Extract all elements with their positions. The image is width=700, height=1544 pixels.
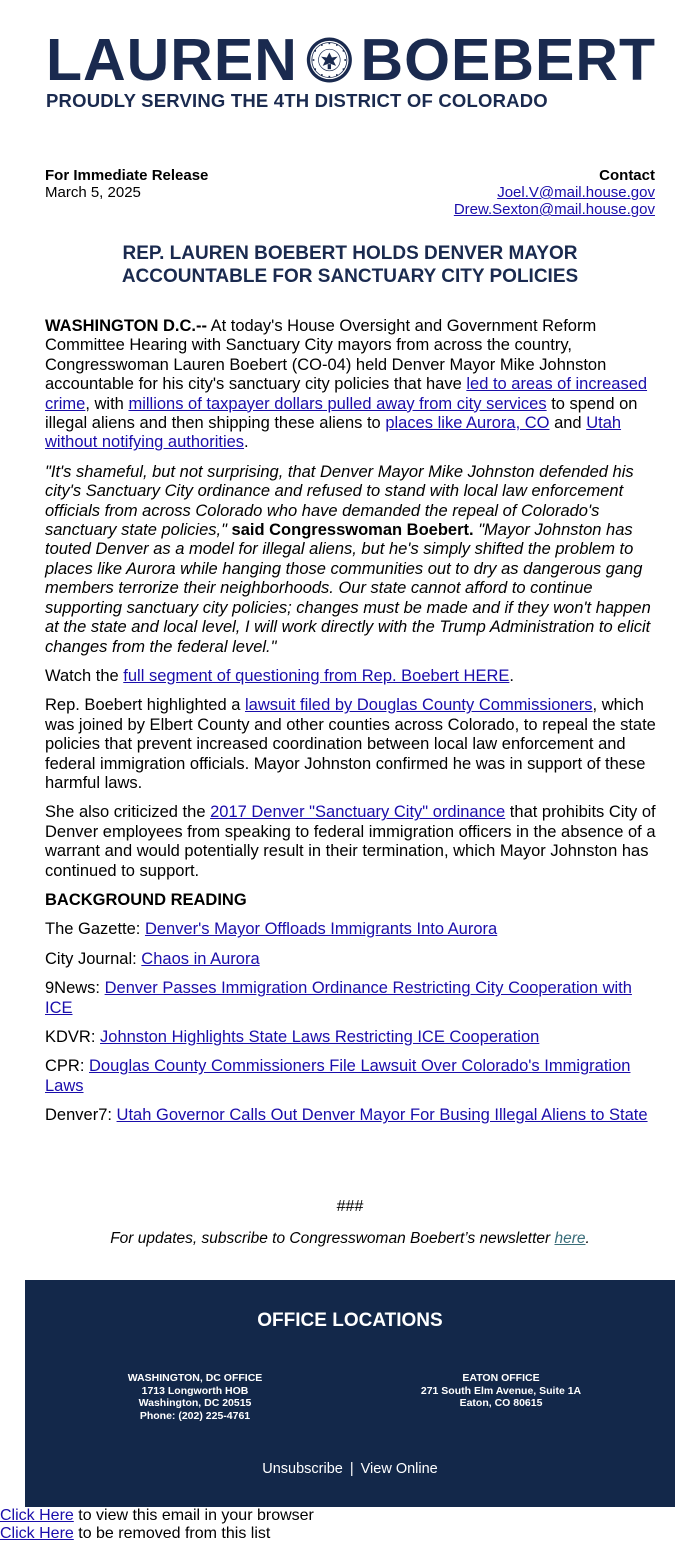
masthead xyxy=(46,27,656,120)
intro-text-5: . xyxy=(244,433,249,452)
dc-office-address-1: 1713 Longworth HOB xyxy=(141,1384,249,1397)
footer-panel xyxy=(25,1280,675,1507)
background-reading-heading: BACKGROUND READING xyxy=(45,890,247,909)
reference-item xyxy=(45,1028,657,1047)
end-mark: ### xyxy=(336,1198,364,1215)
subscribe-line xyxy=(0,1230,700,1248)
release-date: March 5, 2025 xyxy=(45,184,141,201)
reference-source: City Journal: xyxy=(45,949,142,968)
reference-source: The Gazette: xyxy=(45,920,145,939)
view-in-browser-link[interactable]: Click Here xyxy=(0,1507,74,1524)
reference-item xyxy=(45,1106,657,1125)
watch-paragraph xyxy=(45,667,657,686)
dc-office-name: WASHINGTON, DC OFFICE xyxy=(127,1372,263,1384)
title-line-1: REP. LAUREN BOEBERT HOLDS DENVER MAYOR xyxy=(122,243,578,264)
eaton-office-address-1: 271 South Elm Avenue, Suite 1A xyxy=(420,1384,582,1397)
link-2017-ordinance[interactable]: 2017 Denver "Sanctuary City" ordinance xyxy=(210,803,506,822)
quote-part-1: "It's shameful, but not surprising, that Denver Mayor Mike Johnston defended his city's Sanctuary City ordinance and refused to stand with local law enforcement officials from across Colorado who have demanded the repeal of Colorado's sanctuary state policies," xyxy=(45,462,634,540)
reference-link[interactable]: Denver Passes Immigration Ordinance Restricting City Cooperation with ICE xyxy=(45,979,632,1017)
view-in-browser-text: to view this email in your browser xyxy=(73,1507,314,1524)
subscribe-link[interactable]: here xyxy=(554,1230,586,1247)
link-aurora[interactable]: places like Aurora, CO xyxy=(385,414,550,433)
contact-email-drew[interactable]: Drew.Sexton@mail.house.gov xyxy=(453,201,655,218)
link-increased-crime[interactable]: led to areas of increased crime xyxy=(45,375,648,413)
lawsuit-text-1: Rep. Boebert highlighted a xyxy=(45,696,245,715)
link-full-segment[interactable]: full segment of questioning from Rep. Boebert HERE xyxy=(123,666,510,685)
lawsuit-text-2: , which was joined by Elbert County and other counties across Colorado, to repeal the state policies that prevent increased coordination between local law enforcement and federal immigration officials. Mayor Johnston confirmed he was in support of these harmful laws. xyxy=(45,696,656,792)
eaton-office-name: EATON OFFICE xyxy=(462,1372,540,1384)
subscribe-text: For updates, subscribe to Congresswoman Boebert’s newsletter xyxy=(110,1230,555,1247)
title-line-2: ACCOUNTABLE FOR SANCTUARY CITY POLICIES xyxy=(121,266,579,287)
footer-links xyxy=(25,1461,675,1477)
reference-item xyxy=(45,920,657,939)
reference-link[interactable]: Utah Governor Calls Out Denver Mayor For Busing Illegal Aliens to State xyxy=(116,1106,648,1125)
office-locations-heading: OFFICE LOCATIONS xyxy=(257,1310,443,1331)
remove-from-list-line xyxy=(0,1525,270,1543)
reference-source: KDVR: xyxy=(45,1028,101,1046)
boebert-quote xyxy=(45,463,657,657)
intro-text-4: and xyxy=(549,414,587,433)
masthead-name xyxy=(46,27,656,93)
masthead-last-name: BOEBERT xyxy=(360,27,656,93)
view-in-browser-line xyxy=(0,1507,314,1525)
lawsuit-paragraph xyxy=(45,696,657,793)
eaton-office-address-2: Eaton, CO 80615 xyxy=(459,1397,543,1409)
ordinance-text-2: that prohibits City of Denver employees from speaking to federal immigration officers in the absence of a warrant and would potentially result in their termination, which Mayor Johnston has continued to support. xyxy=(45,803,656,880)
intro-paragraph xyxy=(45,317,657,453)
quote-attribution: said Congresswoman Boebert. xyxy=(226,521,479,540)
reference-item xyxy=(45,950,657,969)
reference-source: Denver7: xyxy=(45,1106,117,1125)
link-taxpayer-dollars[interactable]: millions of taxpayer dollars pulled away from city services xyxy=(128,394,547,413)
reference-link[interactable]: Denver's Mayor Offloads Immigrants Into Aurora xyxy=(144,920,498,939)
ordinance-text-1: She also criticized the xyxy=(45,803,211,822)
link-douglas-lawsuit[interactable]: lawsuit filed by Douglas County Commissioners xyxy=(244,696,593,715)
dc-office xyxy=(85,1372,305,1422)
masthead-first-name: LAUREN xyxy=(46,27,298,93)
dc-office-phone: Phone: (202) 225-4761 xyxy=(139,1409,251,1422)
remove-from-list-text: to be removed from this list xyxy=(73,1525,271,1542)
press-release-title xyxy=(45,242,655,288)
link-utah[interactable]: Utah without notifying authorities xyxy=(45,414,622,452)
quote-part-2: "Mayor Johnston has touted Denver as a model for illegal aliens, but he's simply shifted the problem to places like Aurora while hanging those communities out to dry as dangerous gang members terrorize their neighborhoods. Our state cannot afford to continue supporting sanctuary city policies; changes must be made and if they won't happen at the state and local level, I will work directly with the Trump Administration to elicit changes from the federal level." xyxy=(45,521,651,656)
release-left xyxy=(45,167,208,201)
footer-link-separator: | xyxy=(349,1461,354,1477)
contact-label: Contact xyxy=(599,167,655,184)
article-body xyxy=(45,317,657,1136)
ordinance-paragraph xyxy=(45,803,657,881)
house-seal-icon xyxy=(306,32,353,88)
masthead-tagline: PROUDLY SERVING THE 4TH DISTRICT OF COLORADO xyxy=(46,90,548,111)
contact-email-joel[interactable]: Joel.V@mail.house.gov xyxy=(497,184,655,201)
reference-link[interactable]: Douglas County Commissioners File Lawsuit Over Colorado's Immigration Laws xyxy=(45,1057,631,1095)
reference-source: 9News: xyxy=(45,979,105,998)
contact-block xyxy=(454,167,655,218)
reference-item xyxy=(45,1057,657,1096)
reference-link[interactable]: Johnston Highlights State Laws Restricting ICE Cooperation xyxy=(100,1028,540,1046)
release-label: For Immediate Release xyxy=(45,167,209,184)
subscribe-text-end: . xyxy=(585,1230,590,1247)
reference-source: CPR: xyxy=(45,1057,90,1076)
dc-office-address-2: Washington, DC 20515 xyxy=(138,1397,252,1409)
intro-text-3: to spend on illegal aliens and then shipping these aliens to xyxy=(45,394,638,433)
watch-text-2: . xyxy=(509,666,514,685)
intro-text-2: , with xyxy=(85,394,129,413)
dateline: WASHINGTON D.C.-- xyxy=(45,317,207,335)
watch-text-1: Watch the xyxy=(45,666,124,685)
unsubscribe-link[interactable]: Unsubscribe xyxy=(262,1461,343,1477)
eaton-office xyxy=(391,1372,611,1410)
reference-link[interactable]: Chaos in Aurora xyxy=(141,949,260,968)
view-online-link[interactable]: View Online xyxy=(360,1461,438,1477)
intro-text-1: At today's House Oversight and Government Reform Committee Hearing with Sanctuary City mayors from across the country, Congresswoman Lauren Boebert (CO-04) held Denver Mayor Mike Johnston accountable for his city's sanctuary city policies that have xyxy=(45,317,607,394)
reference-item xyxy=(45,979,657,1018)
remove-from-list-link[interactable]: Click Here xyxy=(0,1525,74,1542)
